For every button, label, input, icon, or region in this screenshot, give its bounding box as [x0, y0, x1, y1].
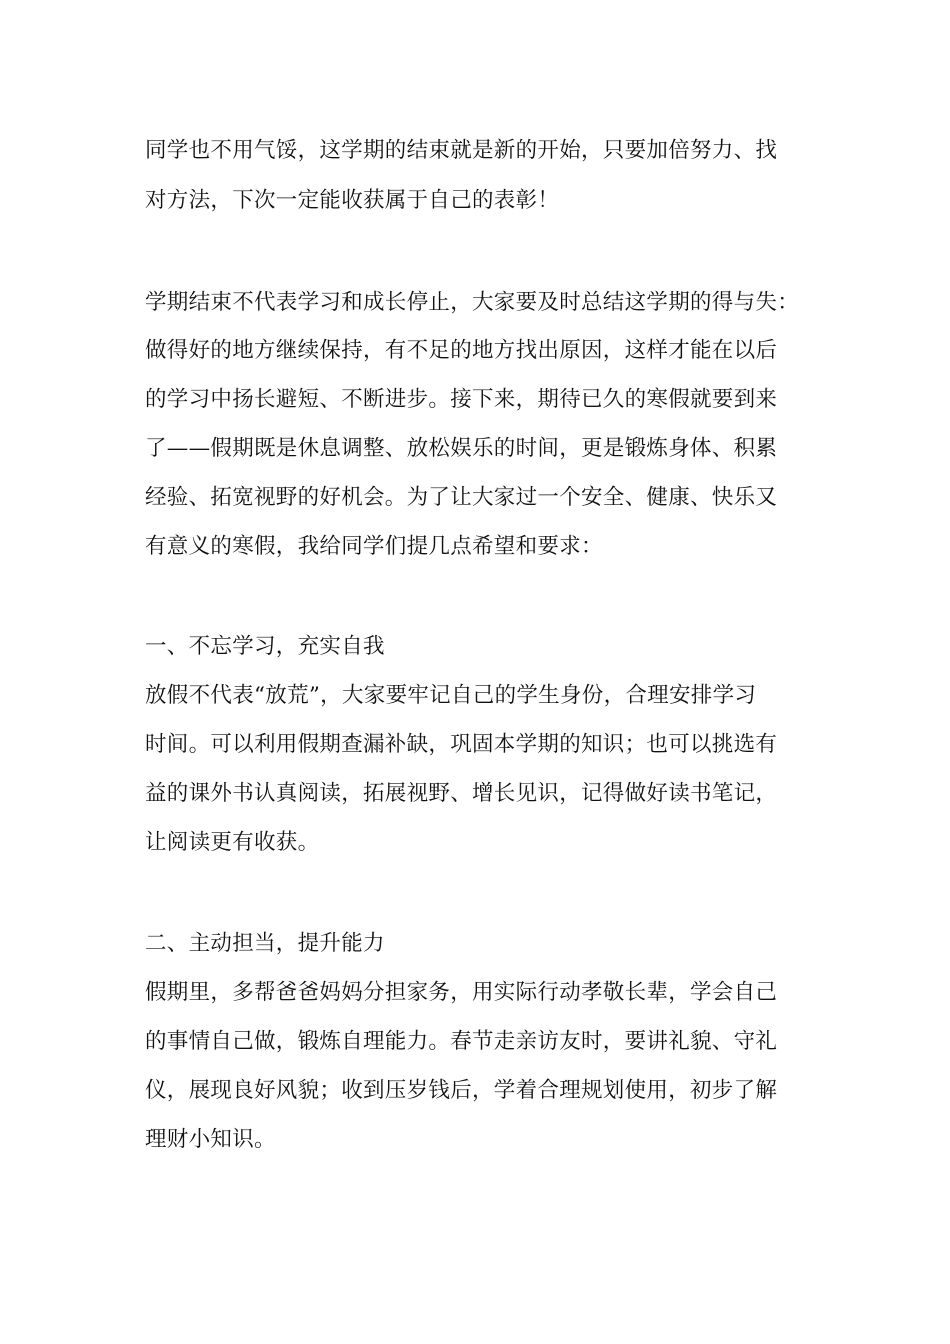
section-1-heading: 一、不忘学习，充实自我 — [145, 634, 385, 659]
paragraph-2-line-2: 做得好的地方继续保持，有不足的地方找出原因，这样才能在以后 — [145, 338, 778, 363]
paragraph-1-line-2: 对方法，下次一定能收获属于自己的表彰！ — [145, 188, 560, 213]
section-2-line-4: 理财小知识。 — [145, 1127, 276, 1152]
paragraph-2-line-3: 的学习中扬长避短、不断进步。接下来，期待已久的寒假就要到来 — [145, 387, 778, 412]
paragraph-2-line-4: 了——假期既是休息调整、放松娱乐的时间，更是锻炼身体、积累 — [145, 436, 778, 461]
paragraph-2-line-5: 经验、拓宽视野的好机会。为了让大家过一个安全、健康、快乐又 — [145, 485, 778, 510]
paragraph-2-line-6: 有意义的寒假，我给同学们提几点希望和要求： — [145, 534, 603, 559]
section-1-line-2: 时间。可以利用假期查漏补缺，巩固本学期的知识；也可以挑选有 — [145, 732, 778, 757]
section-1-line-4: 让阅读更有收获。 — [145, 830, 320, 855]
section-1-line-1: 放假不代表“放荒”，大家要牢记自己的学生身份，合理安排学习 — [145, 683, 757, 708]
paragraph-1-line-1: 同学也不用气馁，这学期的结束就是新的开始，只要加倍努力、找 — [145, 138, 778, 163]
section-2-line-1: 假期里，多帮爸爸妈妈分担家务，用实际行动孝敬长辈，学会自己 — [145, 980, 778, 1005]
section-1-line-3: 益的课外书认真阅读，拓展视野、增长见识，记得做好读书笔记， — [145, 781, 778, 806]
section-2-heading: 二、主动担当，提升能力 — [145, 931, 385, 956]
section-2-line-3: 仪，展现良好风貌；收到压岁钱后，学着合理规划使用，初步了解 — [145, 1078, 778, 1103]
paragraph-2-line-1: 学期结束不代表学习和成长停止，大家要及时总结这学期的得与失： — [145, 290, 800, 315]
section-2-line-2: 的事情自己做，锻炼自理能力。春节走亲访友时，要讲礼貌、守礼 — [145, 1029, 778, 1054]
